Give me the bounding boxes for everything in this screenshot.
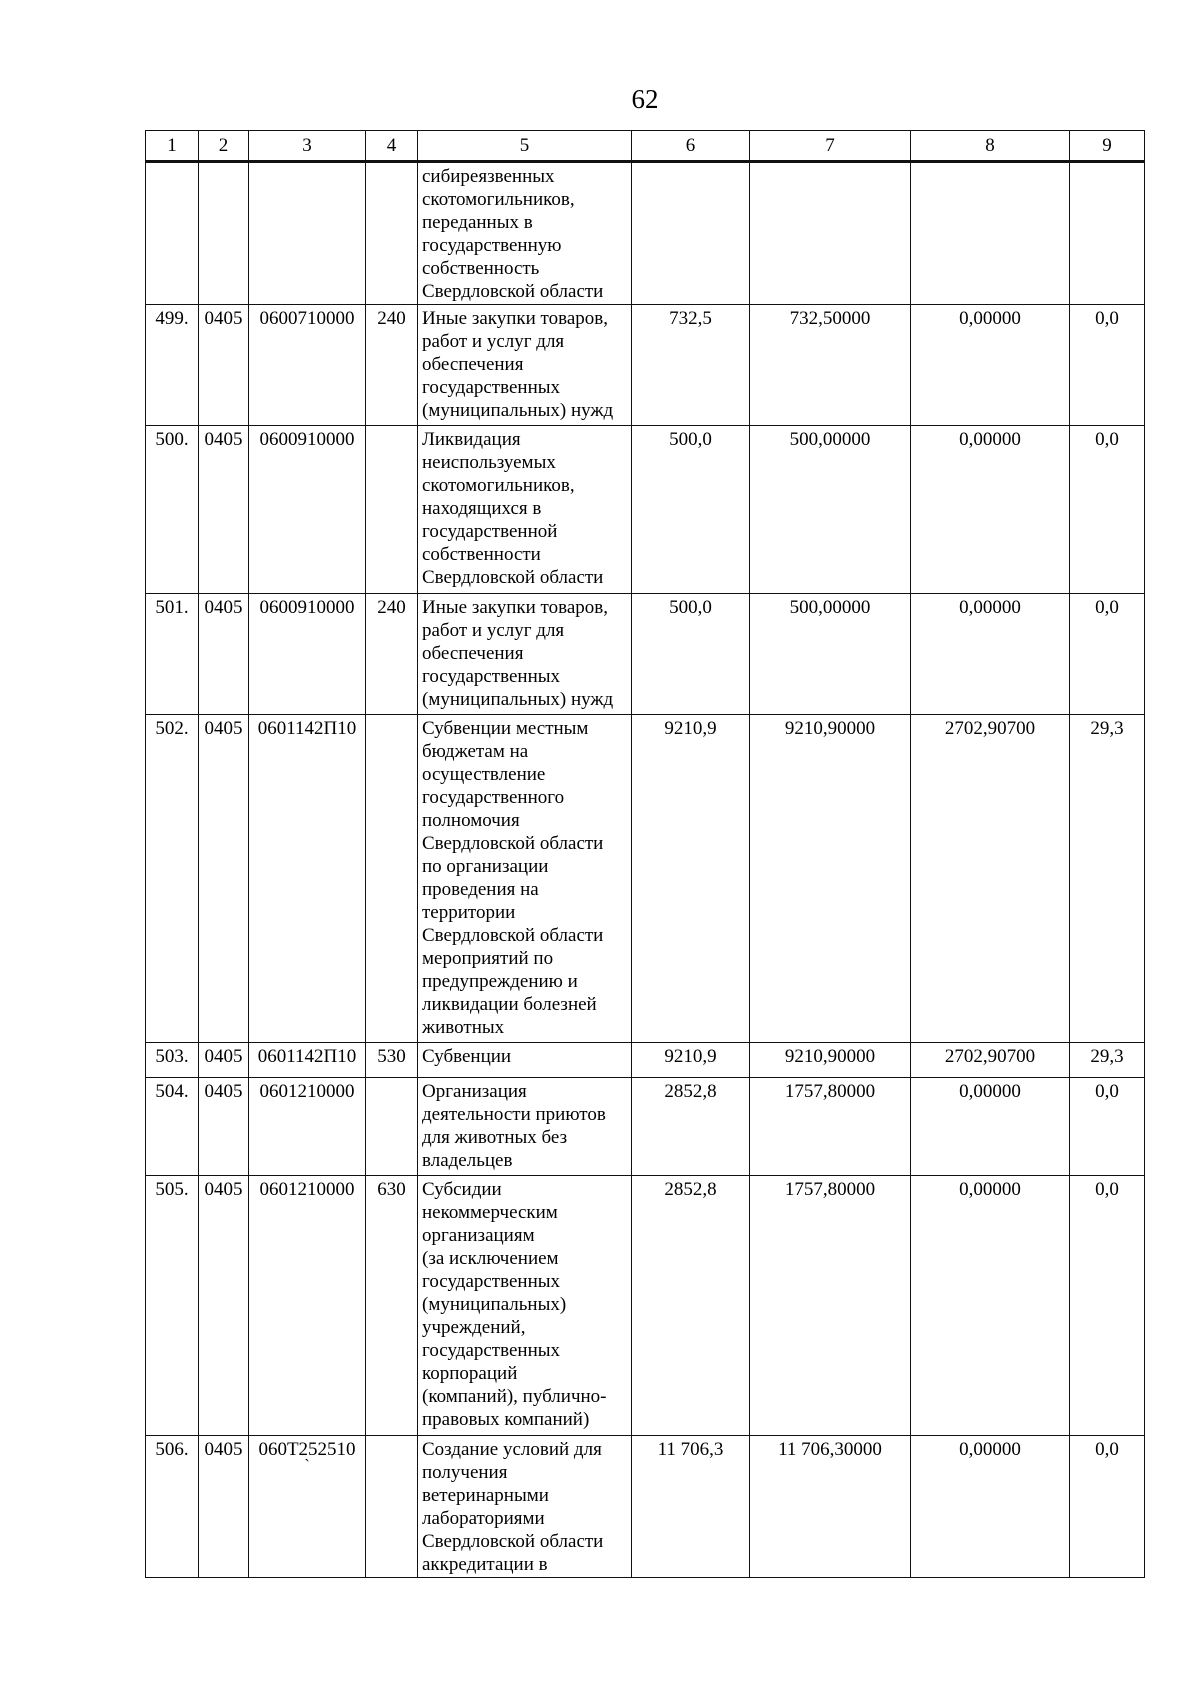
- percent-value: 0,0: [1070, 1078, 1145, 1176]
- column-header-8: 8: [911, 131, 1070, 162]
- table-body: [146, 162, 1145, 1578]
- row-number: 506.: [146, 1436, 199, 1578]
- section-code: 0405: [199, 1043, 249, 1078]
- header-row: [146, 131, 1145, 162]
- value-column-7: [750, 162, 911, 305]
- item-description: Ликвидация неиспользуемых скотомогильников, находящихся в государственной собственности Свердловской области: [418, 426, 632, 594]
- column-header-9: 9: [1070, 131, 1145, 162]
- value-column-7: 1757,80000: [750, 1078, 911, 1176]
- value-column-8: 0,00000: [911, 1078, 1070, 1176]
- table-row: [146, 162, 1145, 305]
- planned-amount: 500,0: [632, 594, 750, 715]
- item-description: Создание условий для получения ветеринарными лабораториями Свердловской области аккредитации в: [418, 1436, 632, 1578]
- value-column-7: 11 706,30000: [750, 1436, 911, 1578]
- target-article-code: 0600910000: [249, 594, 366, 715]
- planned-amount: 500,0: [632, 426, 750, 594]
- stray-mark: `: [304, 1457, 310, 1474]
- target-article-code: 0601142П10: [249, 715, 366, 1043]
- section-code: [199, 162, 249, 305]
- table-row: [146, 715, 1145, 1043]
- item-description: Иные закупки товаров, работ и услуг для обеспечения государственных (муниципальных) нужд: [418, 594, 632, 715]
- row-number: 503.: [146, 1043, 199, 1078]
- planned-amount: 2852,8: [632, 1176, 750, 1436]
- target-article-code-text: 060Т252510: [258, 1439, 356, 1460]
- planned-amount: 2852,8: [632, 1078, 750, 1176]
- page-number: 62: [631, 84, 659, 114]
- percent-value: [1070, 162, 1145, 305]
- row-number: 500.: [146, 426, 199, 594]
- target-article-code: 0600910000: [249, 426, 366, 594]
- expense-type-code: [366, 1436, 418, 1578]
- percent-value: 0,0: [1070, 305, 1145, 426]
- expense-type-code: [366, 715, 418, 1043]
- table-row: [146, 1043, 1145, 1078]
- row-number: [146, 162, 199, 305]
- value-column-8: 0,00000: [911, 594, 1070, 715]
- expense-type-code: 240: [366, 305, 418, 426]
- budget-table: [145, 130, 1145, 1578]
- section-code: 0405: [199, 1078, 249, 1176]
- expense-type-code: 530: [366, 1043, 418, 1078]
- expense-type-code: [366, 1078, 418, 1176]
- target-article-code: 0601210000: [249, 1078, 366, 1176]
- value-column-7: 500,00000: [750, 426, 911, 594]
- value-column-7: 500,00000: [750, 594, 911, 715]
- table-row: [146, 1078, 1145, 1176]
- percent-value: 29,3: [1070, 715, 1145, 1043]
- column-header-6: 6: [632, 131, 750, 162]
- section-code: 0405: [199, 305, 249, 426]
- row-number: 505.: [146, 1176, 199, 1436]
- percent-value: 0,0: [1070, 1436, 1145, 1578]
- value-column-8: 0,00000: [911, 305, 1070, 426]
- row-number: 499.: [146, 305, 199, 426]
- value-column-8: 0,00000: [911, 426, 1070, 594]
- value-column-8: 2702,90700: [911, 1043, 1070, 1078]
- row-number: 501.: [146, 594, 199, 715]
- row-number: 502.: [146, 715, 199, 1043]
- value-column-8: 0,00000: [911, 1176, 1070, 1436]
- column-header-5: 5: [418, 131, 632, 162]
- section-code: 0405: [199, 1436, 249, 1578]
- planned-amount: 9210,9: [632, 715, 750, 1043]
- column-header-1: 1: [146, 131, 199, 162]
- percent-value: 0,0: [1070, 426, 1145, 594]
- expense-type-code: [366, 162, 418, 305]
- item-description: Субвенции: [418, 1043, 632, 1078]
- table-header: [146, 131, 1145, 162]
- planned-amount: 732,5: [632, 305, 750, 426]
- expense-type-code: 240: [366, 594, 418, 715]
- column-header-2: 2: [199, 131, 249, 162]
- value-column-7: 9210,90000: [750, 715, 911, 1043]
- expense-type-code: 630: [366, 1176, 418, 1436]
- section-code: 0405: [199, 1176, 249, 1436]
- target-article-code: 0601210000: [249, 1176, 366, 1436]
- item-description: Иные закупки товаров, работ и услуг для обеспечения государственных (муниципальных) нужд: [418, 305, 632, 426]
- section-code: 0405: [199, 715, 249, 1043]
- table-row: [146, 426, 1145, 594]
- row-number: 504.: [146, 1078, 199, 1176]
- target-article-code: 0600710000: [249, 305, 366, 426]
- item-description: Субсидии некоммерческим организациям (за исключением государственных (муниципальных) учреждений, государственных корпораций (компаний), публично- правовых компаний): [418, 1176, 632, 1436]
- table-row: [146, 305, 1145, 426]
- section-code: 0405: [199, 594, 249, 715]
- table-row: [146, 1176, 1145, 1436]
- value-column-8: 0,00000: [911, 1436, 1070, 1578]
- value-column-8: 2702,90700: [911, 715, 1070, 1043]
- value-column-7: 732,50000: [750, 305, 911, 426]
- percent-value: 0,0: [1070, 1176, 1145, 1436]
- item-description: Организация деятельности приютов для животных без владельцев: [418, 1078, 632, 1176]
- target-article-code: [249, 162, 366, 305]
- table-row: [146, 1436, 1145, 1578]
- value-column-8: [911, 162, 1070, 305]
- target-article-code: 0601142П10: [249, 1043, 366, 1078]
- planned-amount: 11 706,3: [632, 1436, 750, 1578]
- planned-amount: [632, 162, 750, 305]
- expense-type-code: [366, 426, 418, 594]
- percent-value: 29,3: [1070, 1043, 1145, 1078]
- target-article-code: [249, 1436, 366, 1578]
- column-header-7: 7: [750, 131, 911, 162]
- percent-value: 0,0: [1070, 594, 1145, 715]
- item-description: сибиреязвенных скотомогильников, переданных в государственную собственность Свердловской области: [418, 162, 632, 305]
- table-row: [146, 594, 1145, 715]
- planned-amount: 9210,9: [632, 1043, 750, 1078]
- value-column-7: 1757,80000: [750, 1176, 911, 1436]
- item-description: Субвенции местным бюджетам на осуществление государственного полномочия Свердловской области по организации проведения на территории Свердловской области мероприятий по предупреждению и ликвидации болезней животных: [418, 715, 632, 1043]
- column-header-3: 3: [249, 131, 366, 162]
- section-code: 0405: [199, 426, 249, 594]
- value-column-7: 9210,90000: [750, 1043, 911, 1078]
- column-header-4: 4: [366, 131, 418, 162]
